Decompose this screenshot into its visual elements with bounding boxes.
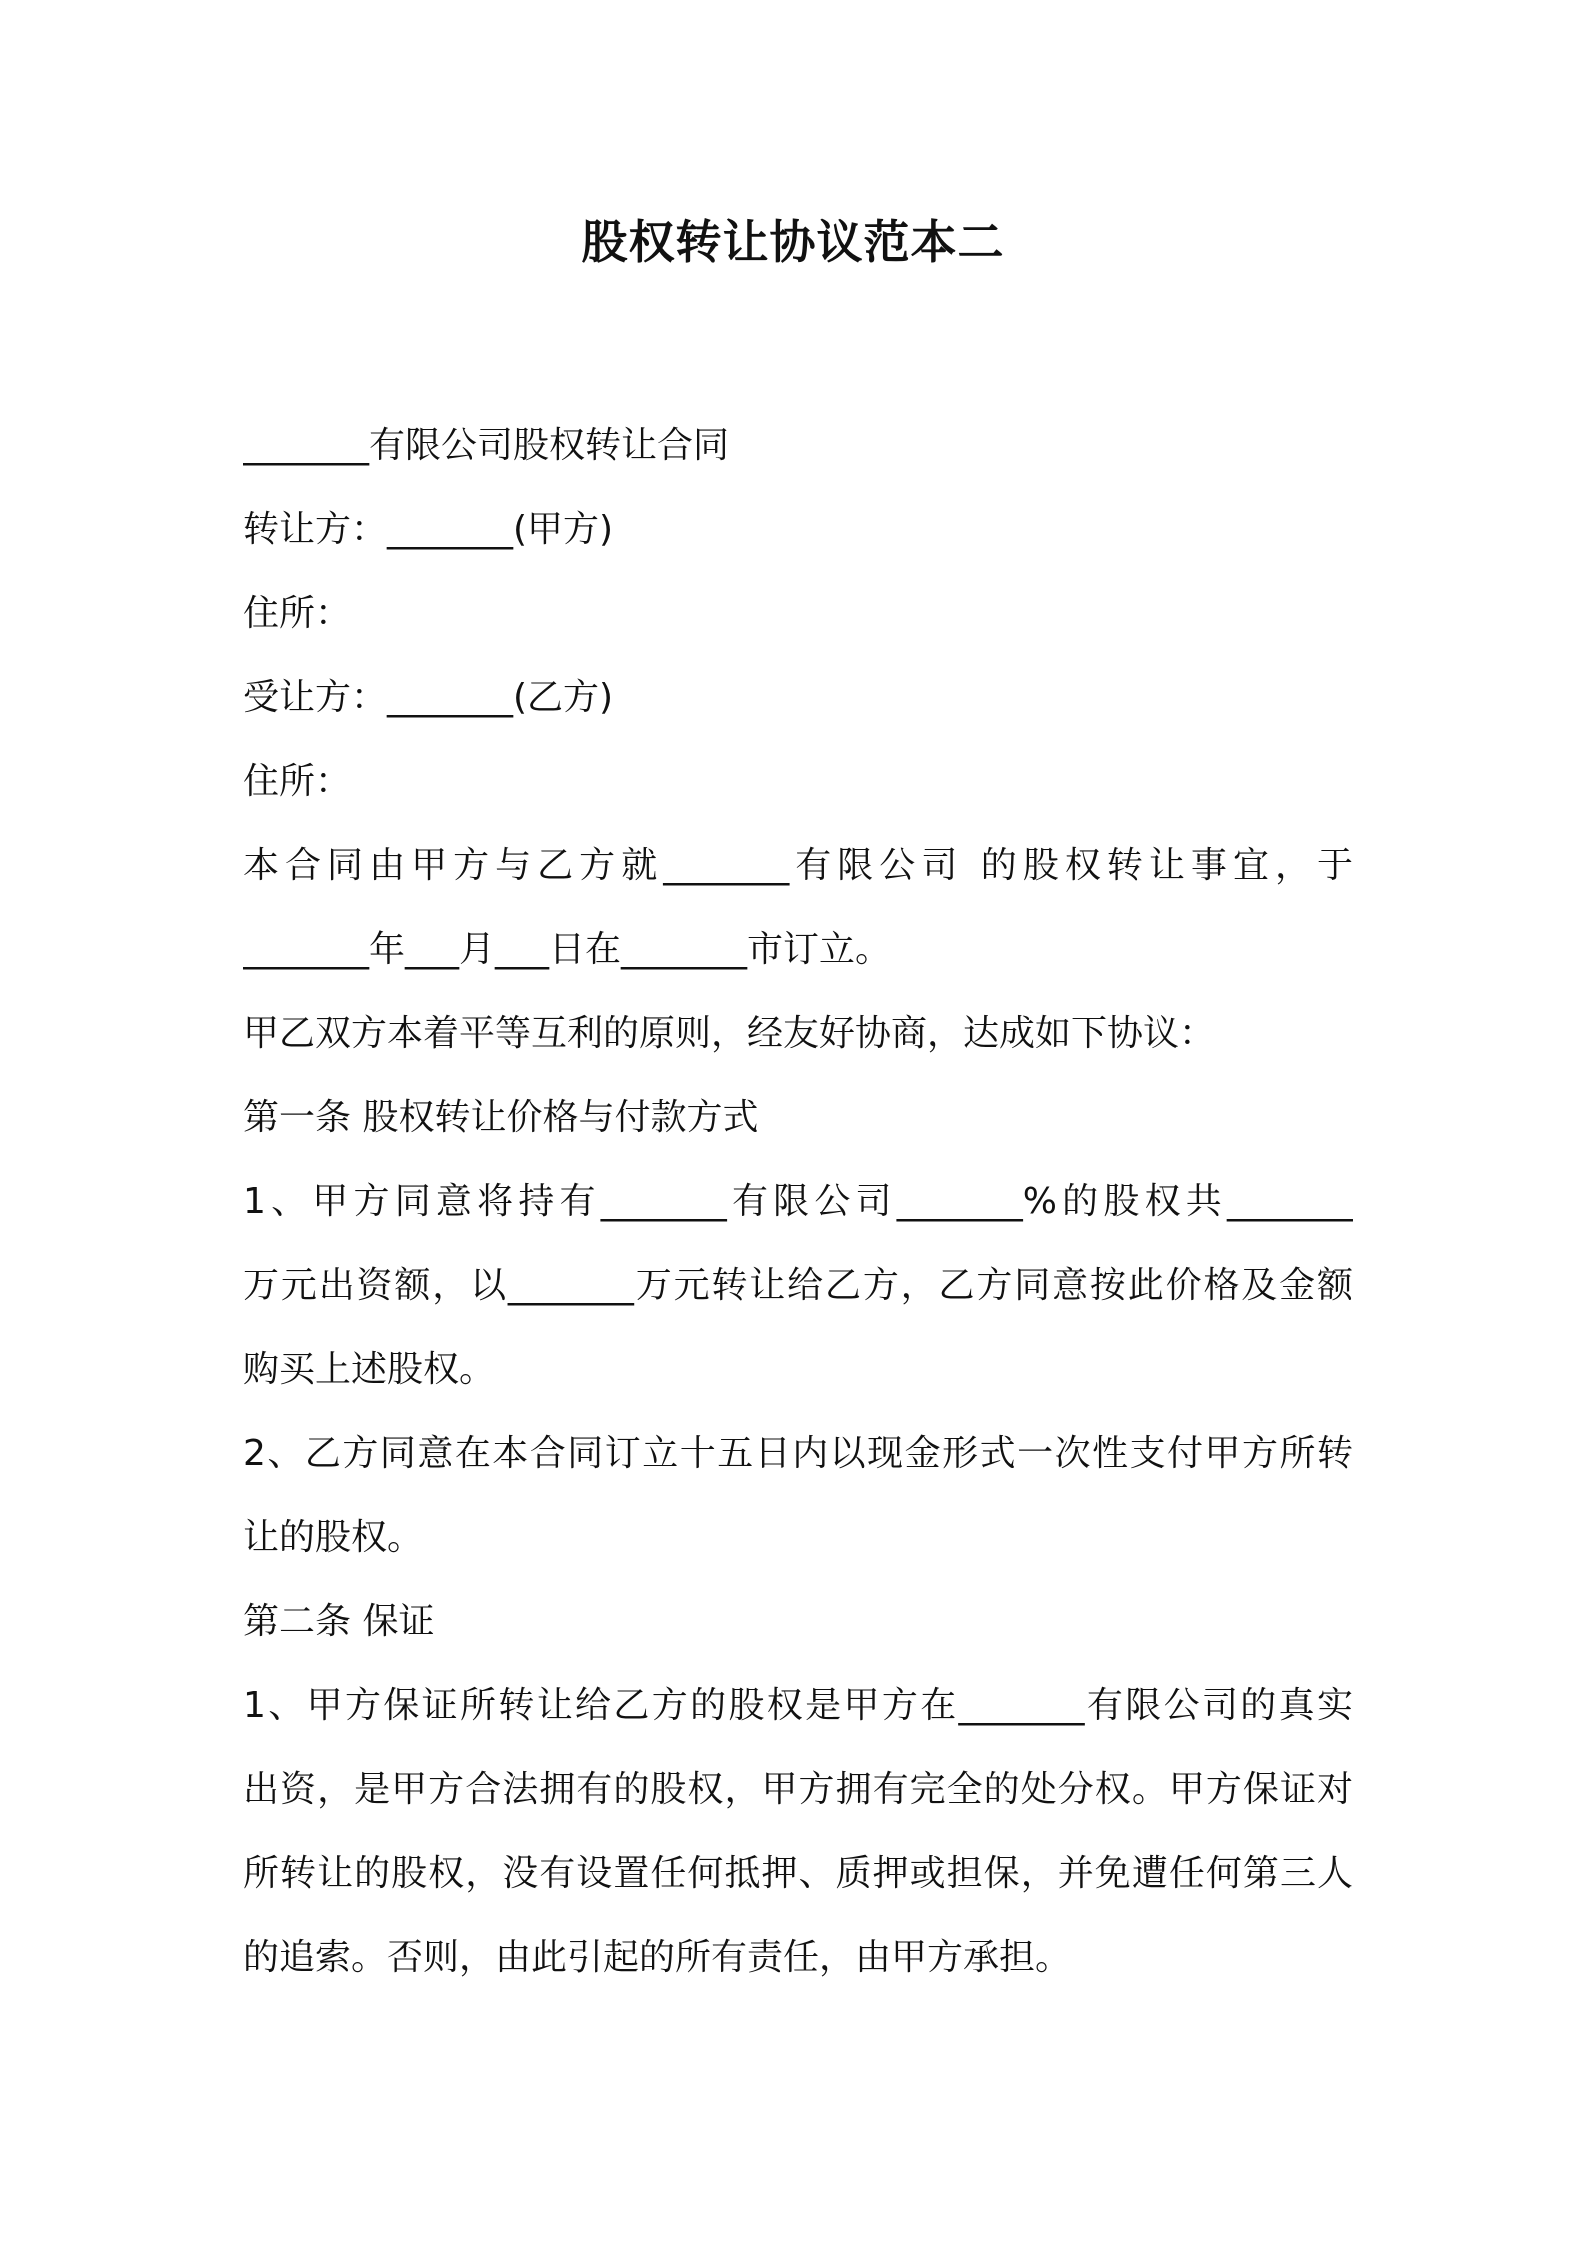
transferee-address-line: 住所： <box>243 761 352 802</box>
article-two-heading: 第二条 保证 <box>243 1601 435 1642</box>
contract-intro-line-2: _______年___月___日在_______市订立。 <box>243 929 892 970</box>
article-one-heading: 第一条 股权转让价格与付款方式 <box>243 1097 759 1138</box>
article-two-clause-1-line-1: 1、甲方保证所转让给乙方的股权是甲方在_______有限公司的真实 <box>243 1685 1353 1726</box>
document-body <box>243 404 1353 2000</box>
contract-heading-line: _______有限公司股权转让合同 <box>243 425 730 466</box>
transferor-address-line: 住所： <box>243 593 352 634</box>
article-two-clause-1-line-4: 的追索。否则，由此引起的所有责任，由甲方承担。 <box>243 1937 1072 1978</box>
transferor-line: 转让方：_______(甲方) <box>243 509 614 550</box>
article-two-clause-1-line-3: 所转让的股权，没有设置任何抵押、质押或担保，并免遭任何第三人 <box>243 1853 1353 1894</box>
transferee-line: 受让方：_______(乙方) <box>243 677 614 718</box>
article-one-clause-1-line-3: 购买上述股权。 <box>243 1349 496 1390</box>
article-two-clause-1-line-2: 出资，是甲方合法拥有的股权，甲方拥有完全的处分权。甲方保证对 <box>243 1769 1353 1810</box>
document-title: 股权转让协议范本二 <box>581 215 1005 269</box>
agreement-principle-line: 甲乙双方本着平等互利的原则，经友好协商，达成如下协议： <box>243 1013 1216 1054</box>
article-one-clause-2-line-1: 2、乙方同意在本合同订立十五日内以现金形式一次性支付甲方所转 <box>243 1433 1353 1474</box>
article-one-clause-2-line-2: 让的股权。 <box>243 1517 424 1558</box>
article-one-clause-1-line-2: 万元出资额，以_______万元转让给乙方，乙方同意按此价格及金额 <box>243 1265 1353 1306</box>
article-one-clause-1-line-1: 1、甲方同意将持有_______有限公司_______%的股权共_______ <box>243 1181 1353 1222</box>
contract-intro-line-1: 本合同由甲方与乙方就_______有限公司 的股权转让事宜，于 <box>243 845 1353 886</box>
